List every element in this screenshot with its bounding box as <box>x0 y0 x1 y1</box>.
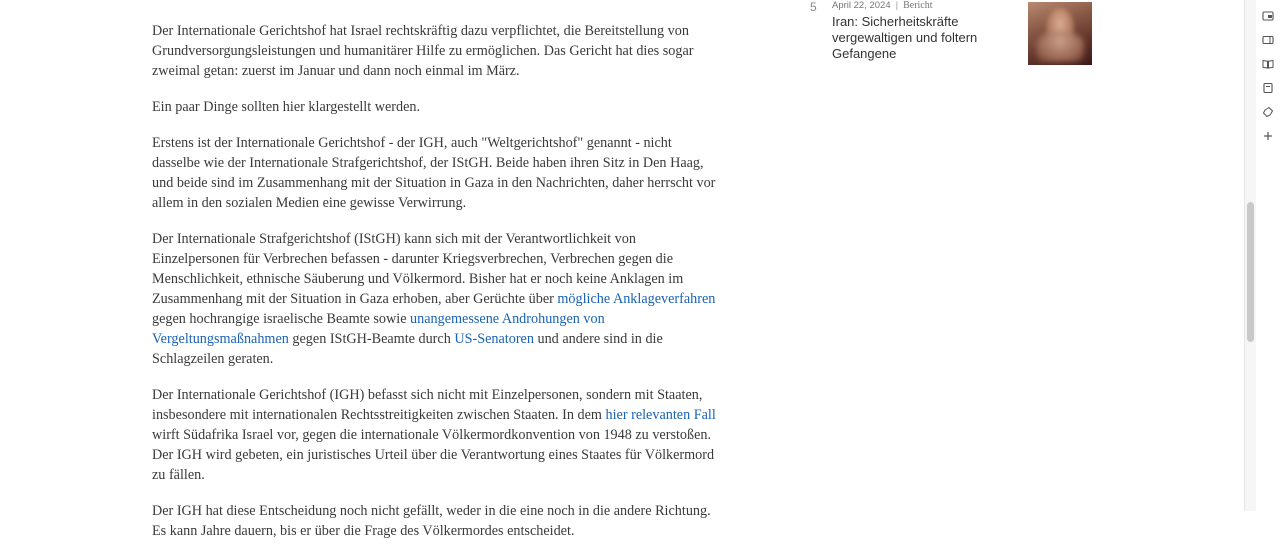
article-paragraph <box>152 97 722 117</box>
paragraph-text: und andere sind in die Schlagzeilen geraten. <box>152 331 663 367</box>
browser-sidebar <box>1256 0 1280 511</box>
link-anklageverfahren[interactable]: mögliche Anklageverfahren <box>557 291 716 307</box>
article-paragraph <box>152 133 722 213</box>
paragraph-text: gegen hochrangige israelische Beamte sowie <box>152 311 411 327</box>
paragraph-text: Der IGH hat diese Entscheidung noch nicht gefällt, weder in die eine noch in die andere Richtung. Es kann Jahre dauern, bis er über die Frage des Völkermordes entscheidet. <box>152 503 711 539</box>
paragraph-text: wirft Südafrika Israel vor, gegen die internationale Völkermordkonvention von 1948 zu verstoßen. Der IGH wird gebeten, ein juristisches Urteil über die Verantwortung eines Staates für Völkermord zu fällen. <box>152 427 715 483</box>
paragraph-text: gegen IStGH-Beamte durch <box>288 331 455 347</box>
article-paragraph <box>152 501 722 541</box>
item-thumbnail[interactable] <box>1028 2 1092 65</box>
link-androhungen[interactable]: unangemessene Androhungen von Vergeltungsmaßnahmen <box>152 311 605 347</box>
item-type: Bericht <box>903 0 933 11</box>
reader-icon[interactable] <box>1262 58 1274 70</box>
paragraph-text: Der Internationale Gerichtshof hat Israel rechtskräftig dazu verpflichtet, die Bereitstellung von Grundversorgungsleistungen und humanitärer Hilfe zu ermöglichen. Das Gericht hat dies sogar zweimal getan: zuerst im Januar und dann noch einmal im März. <box>152 23 694 79</box>
link-relevanter-fall[interactable]: hier relevanten Fall <box>605 407 716 423</box>
article-paragraph <box>152 385 722 485</box>
add-icon[interactable] <box>1262 130 1274 142</box>
extensions-icon[interactable] <box>1262 106 1274 118</box>
tab-icon[interactable] <box>1262 10 1274 22</box>
rank-number: 5 <box>810 0 817 14</box>
link-us-senatoren[interactable]: US-Senatoren <box>454 331 534 347</box>
most-read-item[interactable] <box>806 0 1106 70</box>
window-icon[interactable] <box>1262 34 1274 46</box>
item-date: April 22, 2024 <box>832 0 891 11</box>
item-title-link[interactable]: Iran: Sicherheitskräfte vergewaltigen und foltern Gefangene <box>832 14 978 61</box>
paragraph-text: Der Internationale Gerichtshof (IGH) befasst sich nicht mit Einzelpersonen, sondern mit Staaten, insbesondere mit internationalen Rechtsstreitigkeiten zwischen Staaten. In dem <box>152 387 703 423</box>
article-body <box>152 21 722 557</box>
paragraph-text: Der Internationale Strafgerichtshof (IStGH) kann sich mit der Verantwortlichkeit von Einzelpersonen für Verbrechen befassen - darunter Kriegsverbrechen, Verbrechen gegen die Menschlichkeit, ethnische Säuberung und Völkermord. Bisher hat er noch keine Anklagen im Zusammenhang mit der Situation in Gaza erhoben, aber Gerüchte über <box>152 231 684 307</box>
article-paragraph <box>152 21 722 81</box>
scrollbar-thumb[interactable] <box>1247 202 1254 342</box>
article-paragraph <box>152 229 722 369</box>
thumbnail-hand <box>1036 32 1084 62</box>
item-meta <box>832 0 933 11</box>
paragraph-text: Ein paar Dinge sollten hier klargestellt werden. <box>152 99 421 115</box>
save-icon[interactable] <box>1262 82 1274 94</box>
meta-separator: | <box>895 0 899 11</box>
paragraph-text: Erstens ist der Internationale Gerichtshof - der IGH, auch "Weltgerichtshof" genannt - nicht dasselbe wie der Internationale Strafgerichtshof, der IStGH. Beide haben ihren Sitz in Den Haag, und beide sind im Zusammenhang mit der Situation in Gaza in den Nachrichten, daher herrscht vor allem in den sozialen Medien eine gewisse Verwirrung. <box>152 135 716 211</box>
